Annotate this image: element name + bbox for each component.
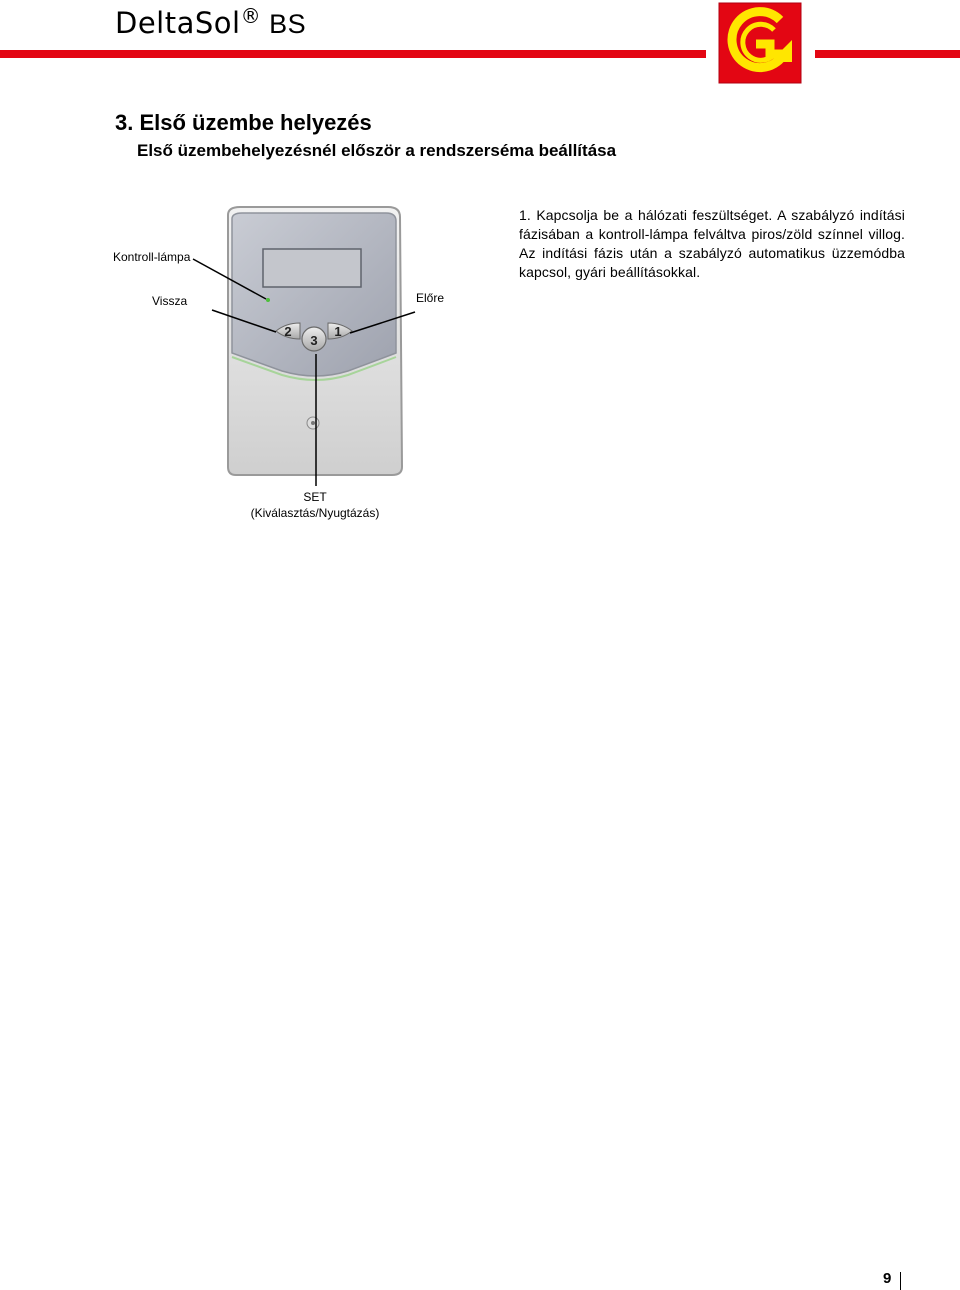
page-number: 9 bbox=[883, 1270, 892, 1287]
label-kontroll-lampa: Kontroll-lámpa bbox=[113, 250, 191, 264]
label-vissza: Vissza bbox=[152, 294, 188, 308]
header-title-main: DeltaSol bbox=[115, 6, 241, 40]
header-red-bar-left bbox=[0, 50, 706, 58]
label-set bbox=[250, 489, 380, 521]
header-title-suffix: BS bbox=[261, 9, 307, 39]
instruction-paragraph: 1. Kapcsolja be a hálózati feszültséget. A szabályzó indítási fázisában a kontroll-lámpa felváltva piros/zöld színnel villog. Az indítási fázis után a szabályzó automatikus üzzemódba kapcsol, gyári beállításokkal. bbox=[519, 207, 905, 280]
header-title bbox=[115, 6, 306, 40]
label-set-line2: (Kiválasztás/Nyugtázás) bbox=[250, 506, 380, 520]
button-2-label: 2 bbox=[284, 324, 292, 339]
label-elore: Előre bbox=[416, 291, 445, 305]
section-title: 3. Első üzembe helyezés bbox=[115, 110, 372, 135]
section-subtitle: Első üzembehelyezésnél először a rendszerséma beállítása bbox=[137, 141, 617, 160]
g-arrow-logo-icon bbox=[718, 2, 802, 84]
control-lamp-icon bbox=[266, 298, 270, 302]
label-set-line1: SET bbox=[303, 490, 327, 504]
page-number-rule bbox=[900, 1272, 901, 1290]
leader-lines bbox=[0, 0, 960, 600]
registered-mark: ® bbox=[240, 4, 262, 28]
button-1-label: 1 bbox=[334, 324, 342, 339]
button-3-label: 3 bbox=[310, 333, 318, 348]
header-red-bar-right bbox=[815, 50, 960, 58]
controller-device-illustration bbox=[220, 203, 410, 478]
